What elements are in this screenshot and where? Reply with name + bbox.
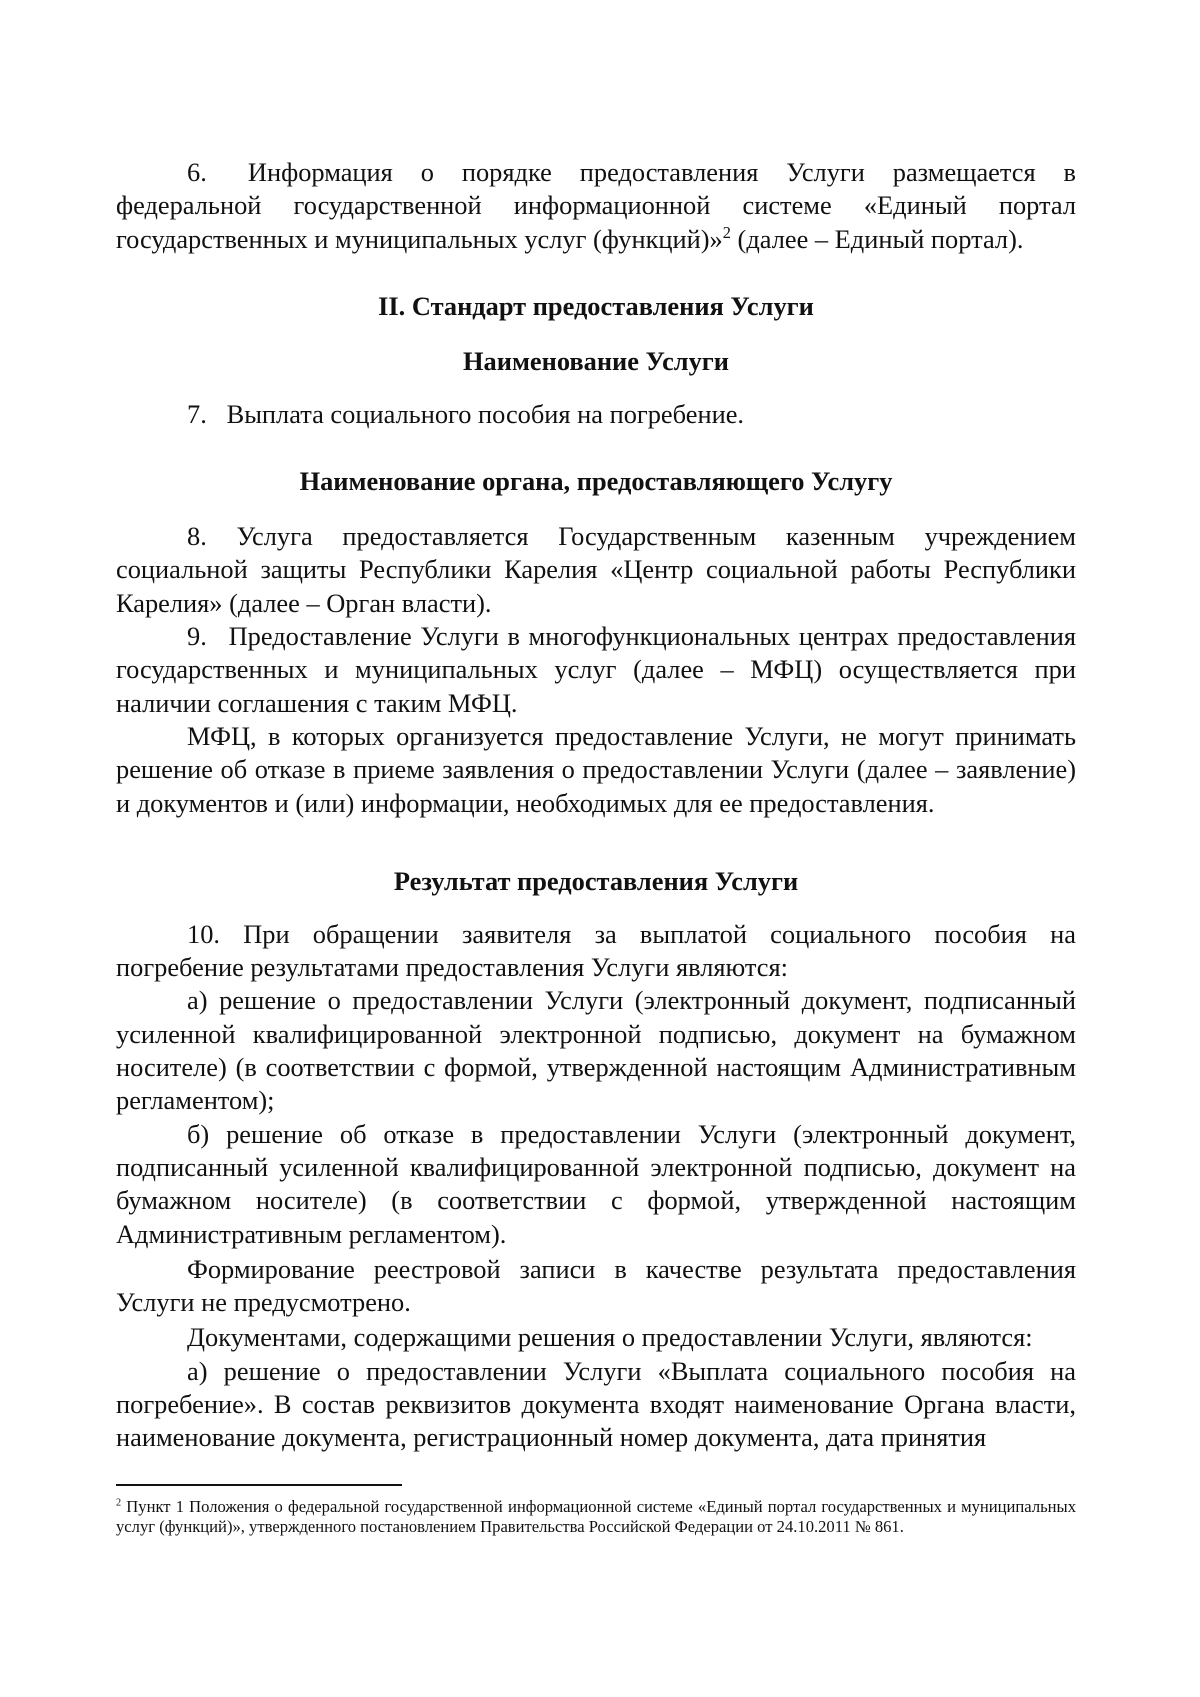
heading-providing-body: Наименование органа, предоставляющего Услугу xyxy=(299,466,893,497)
document-body xyxy=(116,156,1076,1455)
paragraph-documents: Документами, содержащими решения о предоставлении Услуги, являются: xyxy=(187,1322,1033,1353)
paragraph-7: 7. Выплата социального пособия на погребение. xyxy=(187,398,744,429)
paragraph-6 xyxy=(116,156,1076,256)
footnote xyxy=(116,1497,1076,1536)
footnote-text: Пункт 1 Положения о федеральной государственной информационной системе «Единый портал государственных и муниципальных услуг (функций)», утвержденного постановлением Правительства Российской Федерации от 24.10.2011 № 861. xyxy=(116,1497,1076,1536)
paragraph-documents-a: а) решение о предоставлении Услуги «Выплата социального пособия на погребение». В состав реквизитов документа входят наименование Органа власти, наименование документа, регистрационный номер документа, дата принятия xyxy=(116,1355,1076,1453)
footnote-reference[interactable]: 2 xyxy=(722,222,731,242)
heading-service-result: Результат предоставления Услуги xyxy=(393,865,799,896)
paragraph-6-tail: (далее – Единый портал). xyxy=(730,223,1024,254)
paragraph-8: 8. Услуга предоставляется Государственным казенным учреждением социальной защиты Республики Карелия «Центр социальной работы Республики Карелия» (далее – Орган власти). xyxy=(116,521,1076,618)
heading-service-name: Наименование Услуги xyxy=(463,345,729,376)
paragraph-registry-record: Формирование реестровой записи в качестве результата предоставления Услуги не предусмотрено. xyxy=(116,1253,1076,1318)
paragraph-10-a: а) решение о предоставлении Услуги (электронный документ, подписанный усиленной квалифицированной электронной подписью, документ на бумажном носителе) (в соответствии с формой, утвержденной настоящим Административным регламентом); xyxy=(116,985,1076,1116)
section-heading: II. Стандарт предоставления Услуги xyxy=(378,290,814,321)
paragraph-6-text: 6. Информация о порядке предоставления Услуги размещается в федеральной государственной информационной системе «Единый портал государственных и муниципальных услуг (функций)» xyxy=(116,157,1076,254)
footnote-separator xyxy=(116,1484,402,1486)
paragraph-9-mfc: МФЦ, в которых организуется предоставление Услуги, не могут принимать решение об отказе в приеме заявления о предоставлении Услуги (далее – заявление) и документов и (или) информации, необходимых для ее предоставления. xyxy=(116,720,1076,818)
paragraph-10: 10. При обращении заявителя за выплатой социального пособия на погребение результатами предоставления Услуги являются: xyxy=(116,918,1076,983)
paragraph-10-b: б) решение об отказе в предоставлении Услуги (электронный документ, подписанный усиленной квалифицированной электронной подписью, документ на бумажном носителе) (в соответствии с формой, утвержденной настоящим Административным регламентом). xyxy=(116,1118,1076,1249)
footnote-mark: 2 xyxy=(116,1497,122,1509)
paragraph-9: 9. Предоставление Услуги в многофункциональных центрах предоставления государственных и муниципальных услуг (далее – МФЦ) осуществляется при наличии соглашения с таким МФЦ. xyxy=(116,621,1076,718)
